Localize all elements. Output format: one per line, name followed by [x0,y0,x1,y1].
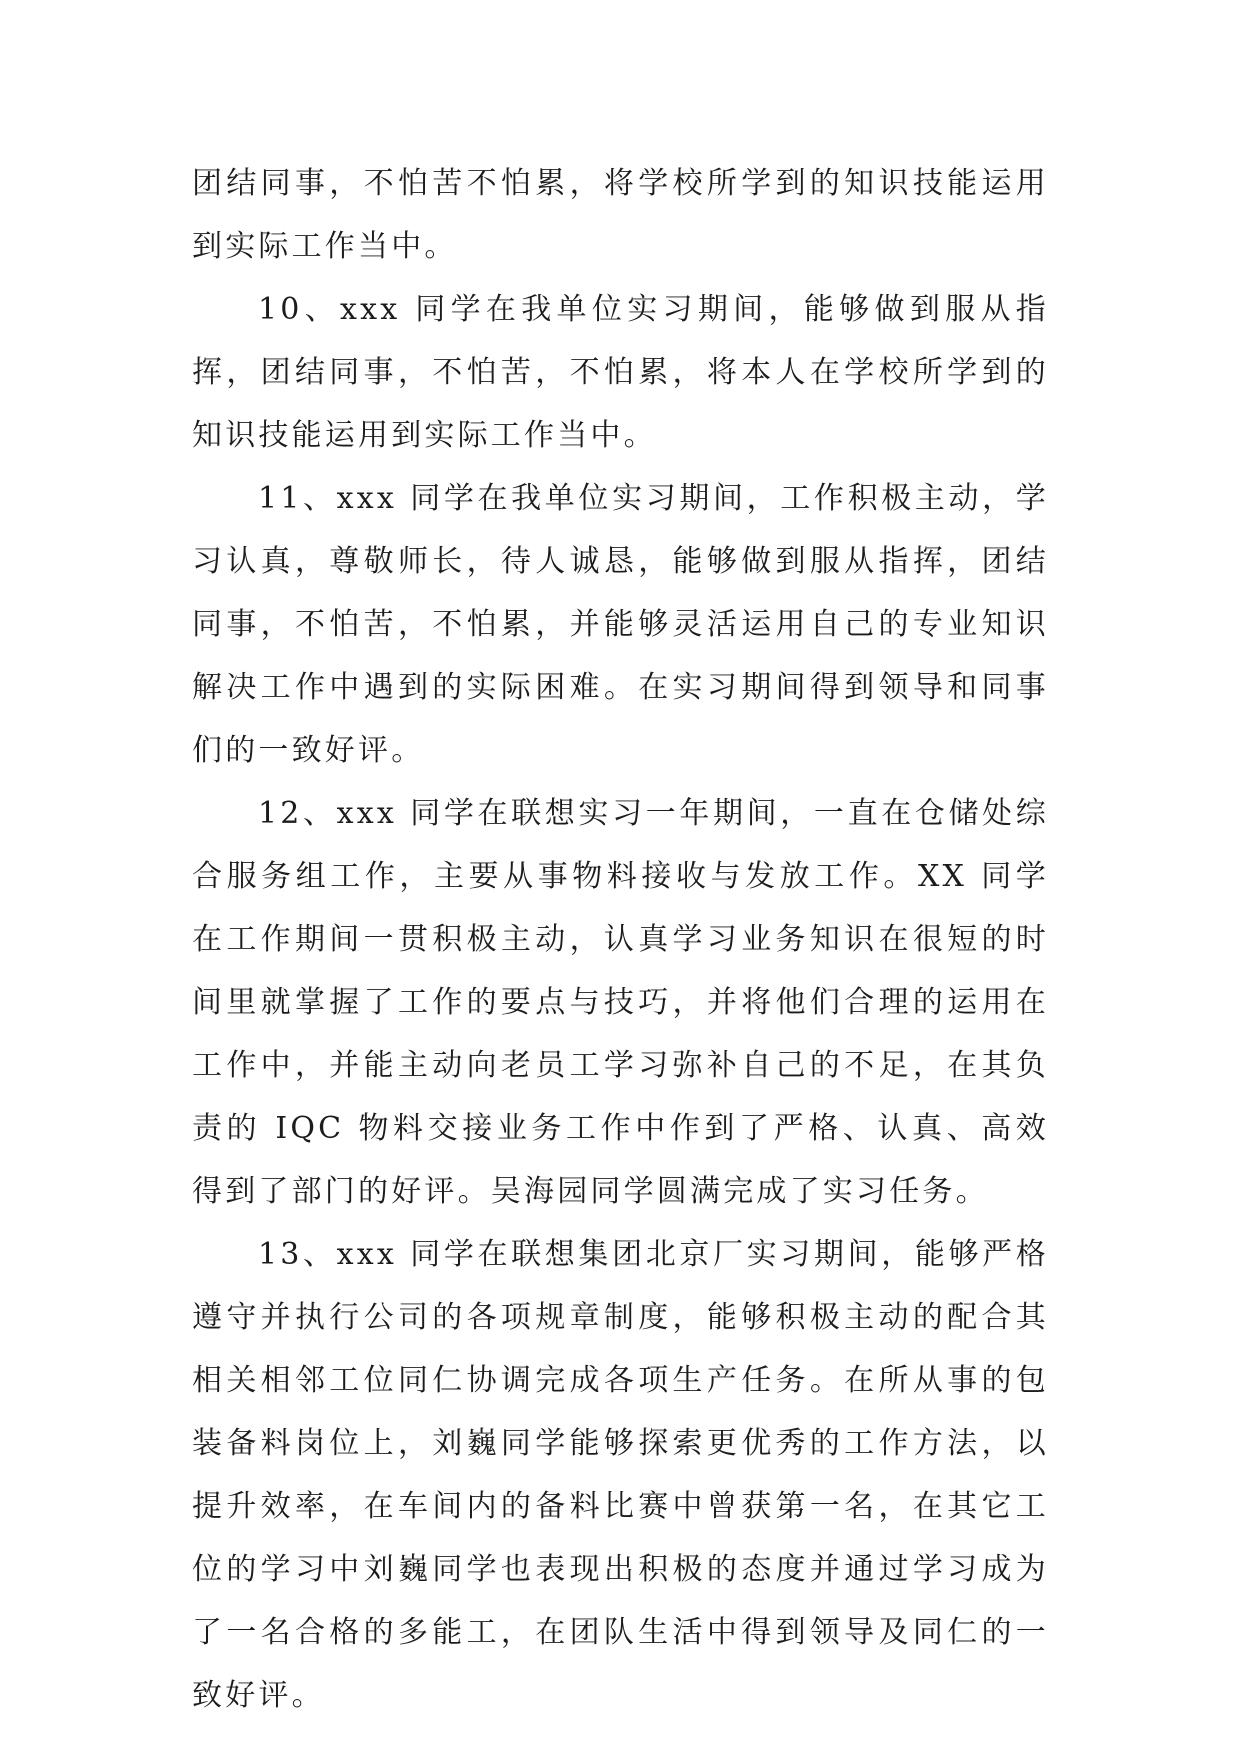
paragraph-item-11: 11、xxx 同学在我单位实习期间，工作积极主动，学习认真，尊敬师长，待人诚恳，能够做到服从指挥，团结同事，不怕苦，不怕累，并能够灵活运用自己的专业知识解决工作中遇到的实际困难。在实习期间得到领导和同事们的一致好评。 [192,481,1049,768]
paragraph-continuation: 团结同事，不怕苦不怕累，将学校所学到的知识技能运用到实际工作当中。 [192,166,1049,264]
paragraph-item-12: 12、xxx 同学在联想实习一年期间，一直在仓储处综合服务组工作，主要从事物料接收与发放工作。XX 同学在工作期间一贯积极主动，认真学习业务知识在很短的时间里就掌握了工作的要点与技巧，并将他们合理的运用在工作中，并能主动向老员工学习弥补自己的不足，在其负责的 IQC 物料交接业务工作中作到了严格、认真、高效得到了部门的好评。吴海园同学圆满完成了实习任务。 [192,796,1049,1209]
document-body [192,152,1049,1727]
paragraph-item-10: 10、xxx 同学在我单位实习期间，能够做到服从指挥，团结同事，不怕苦，不怕累，将本人在学校所学到的知识技能运用到实际工作当中。 [192,292,1049,453]
paragraph-item-13: 13、xxx 同学在联想集团北京厂实习期间，能够严格遵守并执行公司的各项规章制度，能够积极主动的配合其相关相邻工位同仁协调完成各项生产任务。在所从事的包装备料岗位上，刘巍同学能够探索更优秀的工作方法，以提升效率，在车间内的备料比赛中曾获第一名，在其它工位的学习中刘巍同学也表现出积极的态度并通过学习成为了一名合格的多能工，在团队生活中得到领导及同仁的一致好评。 [192,1237,1049,1713]
